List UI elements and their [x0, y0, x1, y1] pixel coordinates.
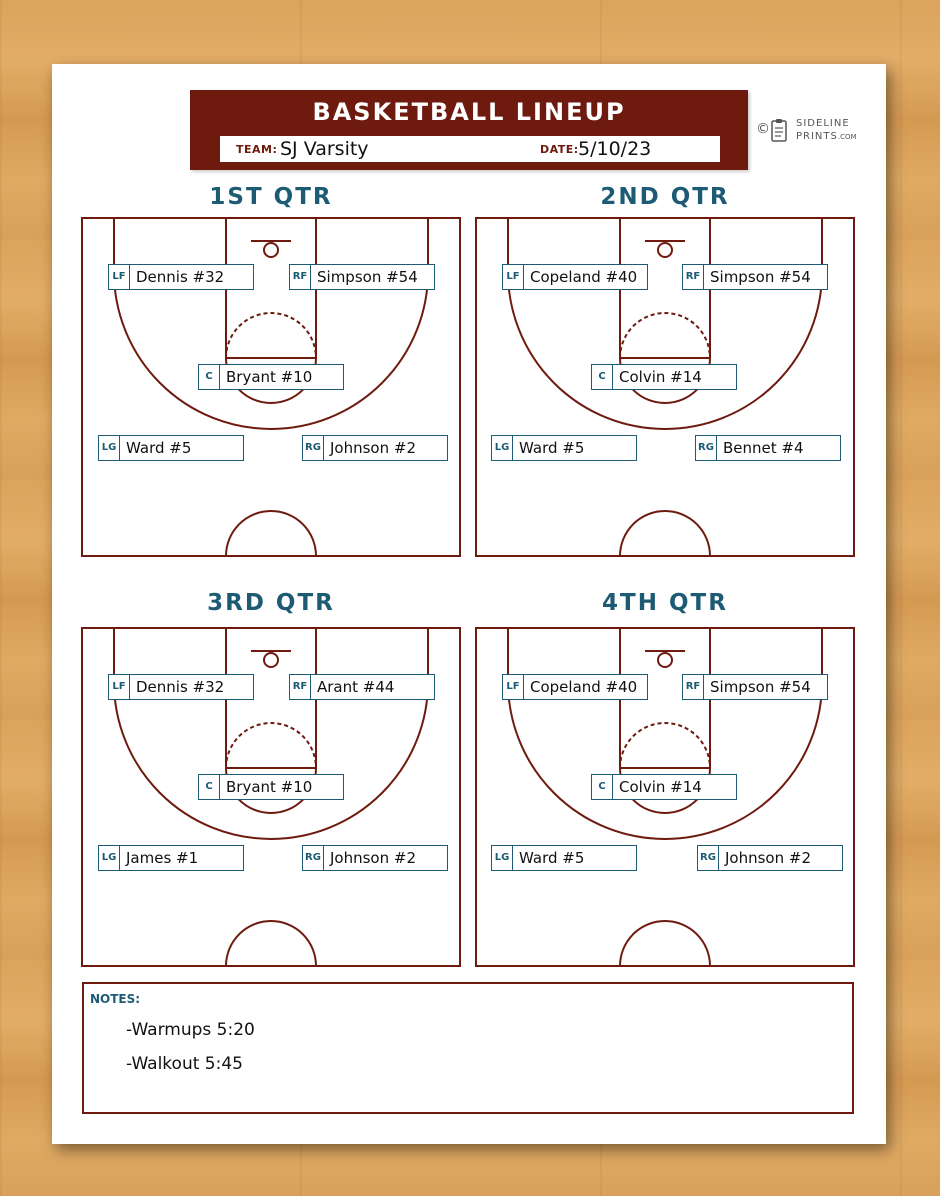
q2-center[interactable] [591, 364, 737, 390]
q3-right-forward[interactable] [289, 674, 435, 700]
q3-lg-tag: LG [99, 846, 120, 870]
q3-lf-tag: LF [109, 675, 130, 699]
notes-label: NOTES: [90, 992, 141, 1006]
q2-lg-tag: LG [492, 436, 513, 460]
q1-c-player: Bryant #10 [226, 368, 313, 386]
team-value: SJ Varsity [280, 138, 369, 160]
q2-c-tag: C [592, 365, 613, 389]
q1-lf-player: Dennis #32 [136, 268, 225, 286]
q3-c-player: Bryant #10 [226, 778, 313, 796]
q3-rg-tag: RG [303, 846, 324, 870]
q1-lg-player: Ward #5 [126, 439, 192, 457]
note-item: -Warmups 5:20 [126, 1020, 255, 1040]
q3-center[interactable] [198, 774, 344, 800]
quarter-3-title: 3RD QTR [207, 590, 335, 616]
quarter-4-title: 4TH QTR [602, 590, 728, 616]
q1-rg-tag: RG [303, 436, 324, 460]
copyright-symbol: © [756, 121, 770, 137]
date-value: 5/10/23 [578, 138, 652, 160]
q4-lf-player: Copeland #40 [530, 678, 638, 696]
q4-right-guard[interactable] [697, 845, 843, 871]
q1-c-tag: C [199, 365, 220, 389]
q2-rf-tag: RF [683, 265, 704, 289]
q2-lf-player: Copeland #40 [530, 268, 638, 286]
q1-rg-player: Johnson #2 [330, 439, 416, 457]
q2-left-forward[interactable] [502, 264, 648, 290]
q1-center[interactable] [198, 364, 344, 390]
q4-right-forward[interactable] [682, 674, 828, 700]
q1-lf-tag: LF [109, 265, 130, 289]
q4-left-guard[interactable] [491, 845, 637, 871]
quarter-2-title: 2ND QTR [600, 184, 730, 210]
q4-rf-tag: RF [683, 675, 704, 699]
q2-rg-player: Bennet #4 [723, 439, 804, 457]
q4-lf-tag: LF [503, 675, 524, 699]
sideline-prints-logo [756, 118, 866, 148]
q4-c-player: Colvin #14 [619, 778, 702, 796]
q1-left-forward[interactable] [108, 264, 254, 290]
q3-right-guard[interactable] [302, 845, 448, 871]
q2-right-forward[interactable] [682, 264, 828, 290]
quarter-1-title: 1ST QTR [209, 184, 333, 210]
q3-c-tag: C [199, 775, 220, 799]
q1-lg-tag: LG [99, 436, 120, 460]
logo-text-line1: SIDELINE [796, 118, 850, 129]
date-label: DATE: [540, 143, 579, 156]
q4-rg-player: Johnson #2 [725, 849, 811, 867]
q3-left-forward[interactable] [108, 674, 254, 700]
q1-right-guard[interactable] [302, 435, 448, 461]
q1-left-guard[interactable] [98, 435, 244, 461]
q2-lg-player: Ward #5 [519, 439, 585, 457]
q3-lg-player: James #1 [126, 849, 199, 867]
notes-box[interactable] [82, 982, 854, 1114]
team-label: TEAM: [236, 143, 278, 156]
q2-lf-tag: LF [503, 265, 524, 289]
q1-rf-player: Simpson #54 [317, 268, 418, 286]
q2-c-player: Colvin #14 [619, 368, 702, 386]
q3-rf-tag: RF [290, 675, 311, 699]
q1-right-forward[interactable] [289, 264, 435, 290]
q4-lg-tag: LG [492, 846, 513, 870]
q3-rg-player: Johnson #2 [330, 849, 416, 867]
q3-left-guard[interactable] [98, 845, 244, 871]
q4-left-forward[interactable] [502, 674, 648, 700]
q4-rf-player: Simpson #54 [710, 678, 811, 696]
logo-text-line2: PRINTS.COM [796, 131, 857, 142]
q2-left-guard[interactable] [491, 435, 637, 461]
team-date-bar [220, 136, 720, 162]
q4-lg-player: Ward #5 [519, 849, 585, 867]
q4-rg-tag: RG [698, 846, 719, 870]
q3-rf-player: Arant #44 [317, 678, 395, 696]
sheet-title: BASKETBALL LINEUP [312, 98, 626, 126]
q4-center[interactable] [591, 774, 737, 800]
clipboard-icon [770, 118, 788, 142]
q1-rf-tag: RF [290, 265, 311, 289]
q2-rg-tag: RG [696, 436, 717, 460]
note-item: -Walkout 5:45 [126, 1054, 243, 1074]
header-banner [190, 90, 748, 170]
q4-c-tag: C [592, 775, 613, 799]
q2-rf-player: Simpson #54 [710, 268, 811, 286]
q3-lf-player: Dennis #32 [136, 678, 225, 696]
q2-right-guard[interactable] [695, 435, 841, 461]
